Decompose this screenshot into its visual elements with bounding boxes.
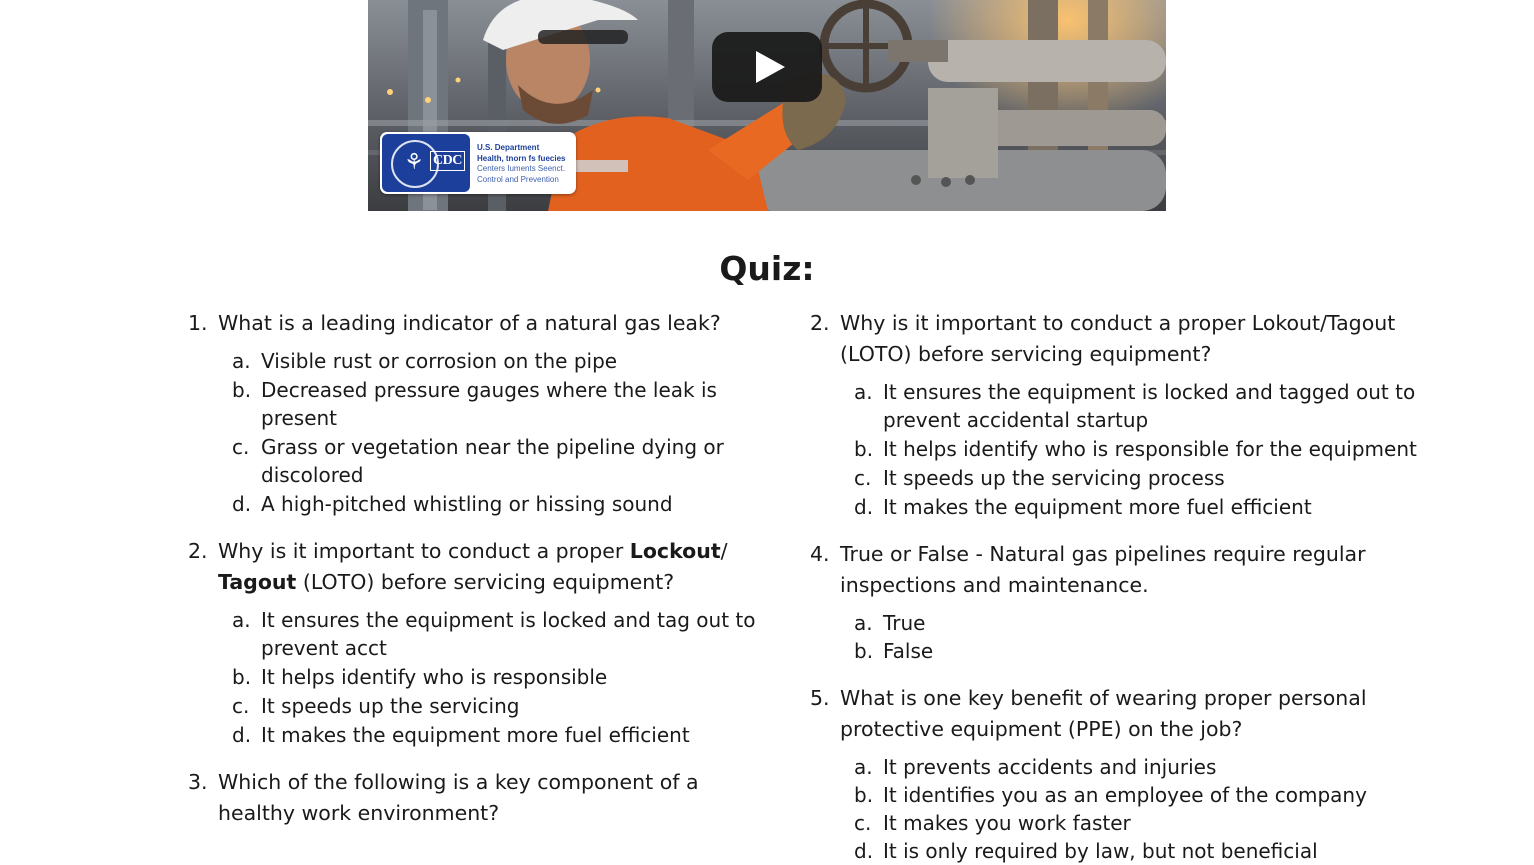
quiz-title: Quiz:: [719, 249, 815, 288]
question-text: Which of the following is a key component of a healthy work environment?: [218, 770, 699, 825]
answer-option[interactable]: a. It prevents accidents and injuries: [854, 755, 1217, 779]
answer-option[interactable]: d. A high-pitched whistling or hissing sound: [232, 492, 673, 516]
answer-option[interactable]: d. It makes the equipment more fuel efficient: [232, 723, 690, 747]
answer-option[interactable]: a. It ensures the equipment is locked and tag out to prevent acct: [232, 608, 756, 660]
answer-option[interactable]: c. It makes you work faster: [854, 811, 1131, 835]
answer-option[interactable]: a. True: [854, 611, 926, 635]
question-text: Why is it important to conduct a proper Lockout/ Tagout (LOTO) before servicing equipment?: [218, 539, 728, 594]
question-text: What is a leading indicator of a natural gas leak?: [218, 311, 721, 335]
answer-option[interactable]: a. Visible rust or corrosion on the pipe: [232, 349, 618, 373]
question-number: 1.: [188, 311, 208, 335]
answer-option[interactable]: b. False: [854, 639, 934, 663]
logo-line-4: Control and Prevention: [477, 174, 559, 184]
question-5: [810, 683, 1450, 865]
cdc-logo: [380, 132, 576, 194]
answer-option[interactable]: c. It speeds up the servicing: [232, 694, 520, 718]
answer-option[interactable]: b. Decreased pressure gauges where the leak is present: [232, 378, 717, 430]
answer-option[interactable]: d. It is only required by law, but not beneficial: [854, 839, 1318, 863]
cdc-seal-text: CDC: [430, 151, 465, 171]
question-1: [188, 308, 758, 518]
question-number: 4.: [810, 542, 830, 566]
answer-option[interactable]: c. Grass or vegetation near the pipeline dying or discolored: [232, 435, 724, 487]
question-4: [810, 539, 1450, 665]
question-number: 2.: [188, 539, 208, 563]
question-text: Why is it important to conduct a proper Lokout/Tagout (LOTO) before servicing equipment?: [840, 311, 1396, 366]
question-number: 5.: [810, 686, 830, 710]
logo-line-1: U.S. Department: [477, 143, 540, 152]
question-2: [188, 536, 758, 749]
answer-option[interactable]: a. It ensures the equipment is locked and tagged out to prevent accidental startup: [854, 380, 1416, 432]
logo-line-3: Centers Iuments Seenct.: [477, 164, 566, 173]
hhs-seal-icon: ⚘ CDC: [382, 134, 470, 192]
quiz-column-left: [188, 308, 758, 829]
question-text: True or False - Natural gas pipelines require regular inspections and maintenance.: [840, 542, 1366, 597]
video-thumbnail[interactable]: [368, 0, 1166, 211]
answer-option[interactable]: b. It helps identify who is responsible for the equipment: [854, 437, 1417, 461]
play-button[interactable]: [712, 32, 822, 102]
question-3: [188, 767, 758, 829]
answer-option[interactable]: b. It helps identify who is responsible: [232, 665, 608, 689]
quiz-column-right: [810, 308, 1450, 865]
question-number: 3.: [188, 770, 208, 794]
answer-option[interactable]: c. It speeds up the servicing process: [854, 466, 1225, 490]
answer-option[interactable]: b. It identifies you as an employee of the company: [854, 783, 1367, 807]
logo-line-2: Health, tnorn fs fuecies: [477, 153, 566, 163]
question-text: What is one key benefit of wearing proper personal protective equipment (PPE) on the job?: [840, 686, 1367, 741]
answer-option[interactable]: d. It makes the equipment more fuel efficient: [854, 495, 1312, 519]
play-icon: [756, 51, 785, 83]
question-number: 2.: [810, 311, 830, 335]
question-2-alt: [810, 308, 1450, 521]
